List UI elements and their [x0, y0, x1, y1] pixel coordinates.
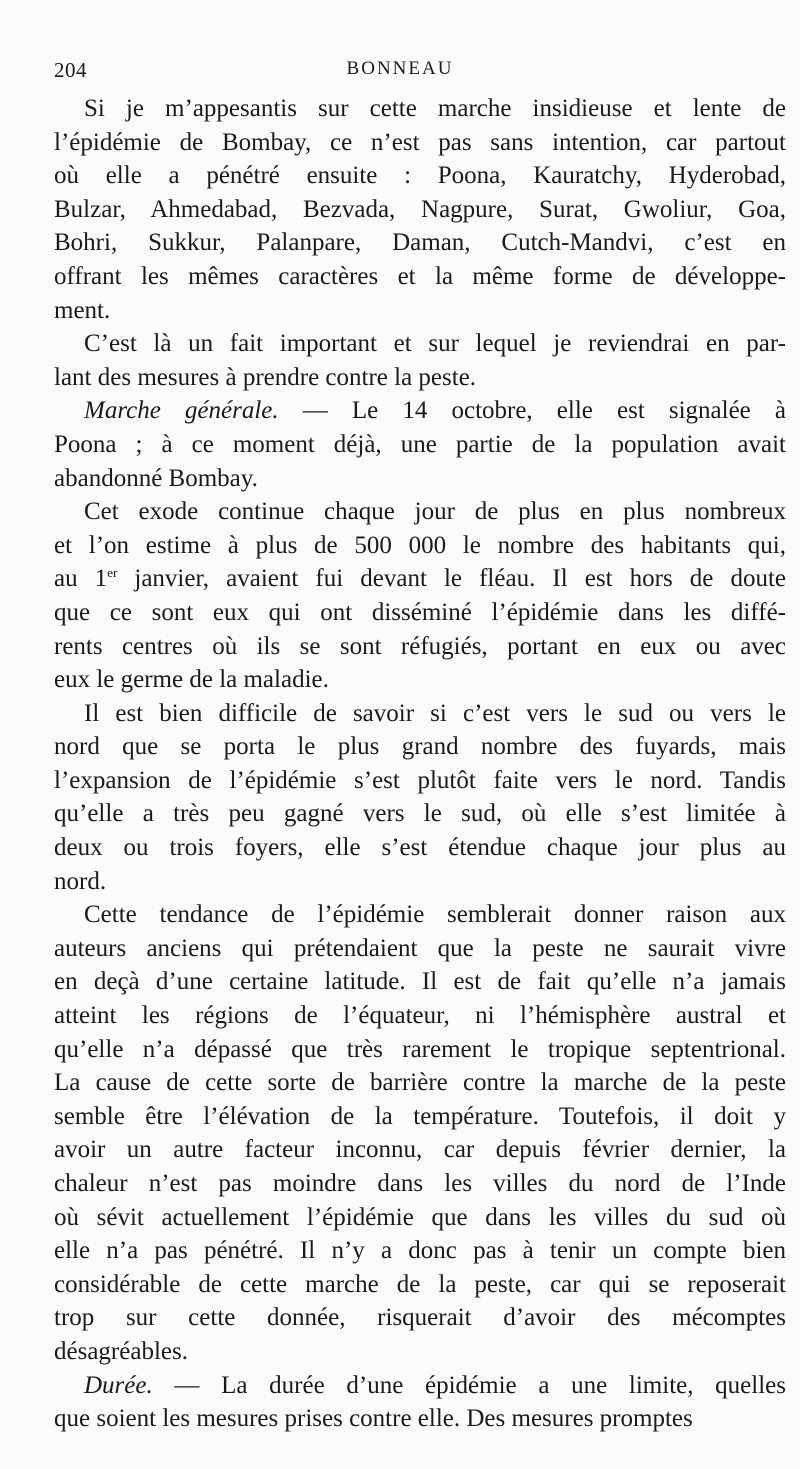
text-line: Si je m’appesantis sur cette marche insidieuse et lente de — [84, 95, 786, 122]
text-line: semble être l’élévation de la température. Toutefois, il doit y — [54, 1102, 786, 1130]
text-line: Bohri, Sukkur, Palanpare, Daman, Cutch-Mandvi, c’est en — [54, 229, 786, 257]
paragraph — [54, 1369, 786, 1436]
paragraph — [54, 92, 786, 327]
section-heading: Marche générale. — [84, 397, 279, 425]
text-line: où elle a pénétré ensuite : Poona, Kauratchy, Hyderobad, — [54, 162, 786, 190]
body-text — [54, 92, 786, 1436]
text-line: Il est bien difficile de savoir si c’est vers le sud ou vers le — [84, 699, 786, 727]
text-line: qu’elle a très peu gagné vers le sud, où elle s’est limitée à — [54, 800, 786, 828]
text-line: considérable de cette marche de la peste, car qui se reposerait — [54, 1270, 786, 1298]
text-line: ment. — [54, 296, 111, 324]
text-line: où sévit actuellement l’épidémie que dans les villes du sud où — [54, 1203, 786, 1231]
text-line: eux le germe de la maladie. — [54, 666, 329, 694]
text-line: offrant les mêmes caractères et la même forme de développe- — [54, 262, 786, 290]
text-line: désagréables. — [54, 1337, 188, 1365]
text-line: Bulzar, Ahmedabad, Bezvada, Nagpure, Surat, Gwoliur, Goa, — [54, 195, 786, 223]
text-line: elle n’a pas pénétré. Il n’y a donc pas à tenir un compte bien — [54, 1237, 786, 1265]
text-line: Cette tendance de l’épidémie semblerait donner raison aux — [84, 901, 786, 929]
text-line: C’est là un fait important et sur lequel je reviendrai en par- — [84, 330, 786, 358]
text-line: deux ou trois foyers, elle s’est étendue chaque jour plus au — [54, 834, 786, 862]
text-line: l’expansion de l’épidémie s’est plutôt faite vers le nord. Tandis — [54, 766, 786, 794]
paragraph — [54, 327, 786, 394]
text-line: que ce sont eux qui ont disséminé l’épidémie dans les diffé- — [54, 598, 786, 626]
paragraph — [54, 495, 786, 697]
text-line: avoir un autre facteur inconnu, car depuis février dernier, la — [54, 1136, 786, 1164]
text-line: chaleur n’est pas moindre dans les villes du nord de l’Inde — [54, 1170, 786, 1197]
paragraph — [54, 394, 786, 495]
paragraph — [54, 697, 786, 899]
text-line: rents centres où ils se sont réfugiés, portant en eux ou avec — [54, 632, 786, 660]
page-header — [54, 58, 746, 88]
text-line: auteurs anciens qui prétendaient que la peste ne saurait vivre — [54, 934, 786, 962]
section-heading: Durée. — [84, 1371, 153, 1399]
text-line: l’épidémie de Bombay, ce n’est pas sans intention, car partout — [54, 128, 786, 156]
text-line: lant des mesures à prendre contre la peste. — [54, 363, 477, 391]
text-line: en deçà d’une certaine latitude. Il est de fait qu’elle n’a jamais — [54, 968, 786, 996]
text-line: atteint les régions de l’équateur, ni l’hémisphère austral et — [54, 1002, 786, 1030]
text-line: Marche générale. — Le 14 octobre, elle est signalée à — [84, 397, 786, 425]
paragraph — [54, 898, 786, 1368]
text-line: Durée. — La durée d’une épidémie a une limite, quelles — [84, 1371, 786, 1399]
text-line: qu’elle n’a dépassé que très rarement le tropique septentrional. — [54, 1035, 786, 1063]
text-line: La cause de cette sorte de barrière contre la marche de la peste — [54, 1069, 786, 1097]
page-number: 204 — [54, 58, 87, 82]
text-line: que soient les mesures prises contre elle. Des mesures promptes — [54, 1405, 693, 1433]
text-line: nord. — [54, 867, 107, 895]
text-line: au 1er janvier, avaient fui devant le fléau. Il est hors de doute — [54, 565, 786, 593]
text-line: trop sur cette donnée, risquerait d’avoir des mécomptes — [54, 1304, 786, 1332]
text-line: abandonné Bombay. — [54, 464, 258, 492]
text-line: et l’on estime à plus de 500 000 le nombre des habitants qui, — [54, 531, 786, 559]
text-line: Cet exode continue chaque jour de plus en plus nombreux — [84, 498, 786, 526]
text-line: Poona ; à ce moment déjà, une partie de la population avait — [54, 430, 786, 458]
running-head: BONNEAU — [346, 58, 454, 79]
text-line: nord que se porta le plus grand nombre des fuyards, mais — [54, 733, 786, 761]
